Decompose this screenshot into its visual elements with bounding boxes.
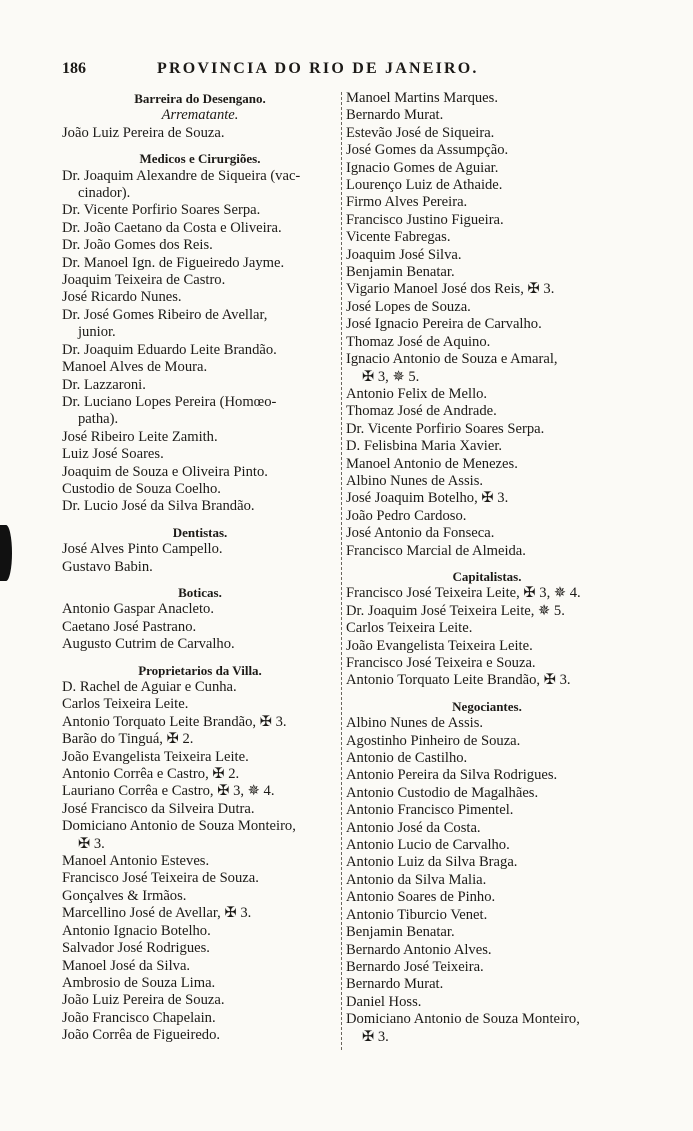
directory-entry: Francisco José Teixeira Leite, ✠ 3, ✵ 4.	[346, 585, 581, 602]
directory-entry: Bernardo Murat.	[346, 976, 444, 993]
directory-entry: Dr. Joaquim José Teixeira Leite, ✵ 5.	[346, 602, 565, 619]
directory-entry: Antonio Tiburcio Venet.	[346, 906, 488, 923]
entry-continuation: ✠ 3.	[78, 835, 105, 852]
directory-entry: José Ribeiro Leite Zamith.	[62, 428, 218, 445]
entry-text: Domiciano Antonio de Souza Monteiro,	[62, 818, 296, 835]
directory-entry: Antonio Pereira da Silva Rodrigues.	[346, 767, 558, 784]
directory-entry: Bernardo Murat.	[346, 107, 444, 124]
directory-entry	[62, 394, 338, 429]
directory-entry: Ambrosio de Souza Lima.	[62, 974, 216, 991]
directory-entry: Dr. Lazzaroni.	[62, 376, 146, 393]
directory-entry: Antonio Francisco Pimentel.	[346, 802, 514, 819]
entry-continuation: ✠ 3.	[362, 1028, 389, 1045]
directory-entry: Dr. Joaquim Eduardo Leite Brandão.	[62, 341, 277, 358]
directory-entry: Daniel Hoss.	[346, 993, 422, 1010]
directory-entry: Joaquim Teixeira de Castro.	[62, 272, 226, 289]
directory-entry: Antonio Torquato Leite Brandão, ✠ 3.	[346, 672, 571, 689]
directory-entry	[62, 168, 338, 203]
left-column	[62, 90, 338, 1045]
directory-entry: Albino Nunes de Assis.	[346, 472, 484, 489]
directory-entry: Antonio de Castilho.	[346, 750, 468, 767]
section-subheading: Arrematante.	[161, 107, 239, 124]
directory-entry: Estevão José de Siqueira.	[346, 124, 495, 141]
directory-entry: Marcellino José de Avellar, ✠ 3.	[62, 905, 252, 922]
directory-entry: Manoel Alves de Moura.	[62, 359, 208, 376]
column-divider	[341, 92, 342, 1050]
directory-entry: Bernardo Antonio Alves.	[346, 941, 492, 958]
entry-text: Domiciano Antonio de Souza Monteiro,	[346, 1011, 580, 1028]
directory-entry: Benjamin Benatar.	[346, 924, 455, 941]
directory-entry: Vigario Manoel José dos Reis, ✠ 3.	[346, 281, 555, 298]
directory-entry: João Corrêa de Figueiredo.	[62, 1027, 221, 1044]
directory-entry: Firmo Alves Pereira.	[346, 194, 468, 211]
directory-entry: José Ignacio Pereira de Carvalho.	[346, 316, 542, 333]
directory-entry: Antonio Felix de Mello.	[346, 385, 488, 402]
directory-entry: Bernardo José Teixeira.	[346, 958, 484, 975]
directory-entry: Carlos Teixeira Leite.	[346, 620, 473, 637]
directory-entry: Antonio Ignacio Botelho.	[62, 922, 211, 939]
section-heading-proprietarios-da-villa: Proprietarios da Villa.	[138, 662, 262, 678]
directory-entry: Manoel Martins Marques.	[346, 90, 498, 106]
directory-entry: Antonio José da Costa.	[346, 819, 481, 836]
section-heading-dentistas: Dentistas.	[172, 524, 228, 540]
directory-entry: José Ricardo Nunes.	[62, 289, 182, 306]
page-header	[62, 60, 662, 80]
directory-entry: Manoel Antonio de Menezes.	[346, 455, 518, 472]
directory-entry: João Evangelista Teixeira Leite.	[346, 637, 533, 654]
directory-entry: João Francisco Chapelain.	[62, 1009, 216, 1026]
entry-text: Dr. Joaquim Alexandre de Siqueira (vac-	[62, 167, 301, 184]
directory-entry: Thomaz José de Aquino.	[346, 333, 491, 350]
directory-entry: Antonio Gaspar Anacleto.	[62, 601, 214, 618]
directory-entry: Joaquim José Silva.	[346, 246, 462, 263]
directory-entry: Antonio Luiz da Silva Braga.	[346, 854, 518, 871]
directory-entry: João Luiz Pereira de Souza.	[62, 992, 225, 1009]
entry-text: Ignacio Antonio de Souza e Amaral,	[346, 351, 558, 368]
ink-blot-mark	[0, 525, 12, 581]
entry-continuation: cinador).	[78, 185, 131, 202]
directory-entry: Lauriano Corrêa e Castro, ✠ 3, ✵ 4.	[62, 783, 275, 800]
directory-entry: D. Felisbina Maria Xavier.	[346, 438, 503, 455]
entry-text: Dr. José Gomes Ribeiro de Avellar,	[62, 306, 268, 323]
directory-entry: José Joaquim Botelho, ✠ 3.	[346, 490, 509, 507]
section-heading-negociantes: Negociantes.	[452, 698, 522, 714]
directory-entry: João Pedro Cardoso.	[346, 507, 467, 524]
directory-entry: João Luiz Pereira de Souza.	[62, 124, 225, 141]
directory-entry: Custodio de Souza Coelho.	[62, 480, 221, 497]
directory-entry: José Alves Pinto Campello.	[62, 541, 223, 558]
directory-entry: Salvador José Rodrigues.	[62, 940, 210, 957]
directory-entry: Albino Nunes de Assis.	[346, 715, 484, 732]
directory-entry: Lourenço Luiz de Athaide.	[346, 177, 503, 194]
directory-entry	[62, 307, 338, 342]
directory-entry: Thomaz José de Andrade.	[346, 403, 497, 420]
directory-entry: Agostinho Pinheiro de Souza.	[346, 732, 521, 749]
directory-entry: Antonio da Silva Malia.	[346, 871, 487, 888]
directory-entry: Carlos Teixeira Leite.	[62, 696, 189, 713]
directory-entry: Francisco José Teixeira de Souza.	[62, 870, 259, 887]
directory-entry: Gustavo Babin.	[62, 558, 153, 575]
directory-entry: José Antonio da Fonseca.	[346, 525, 495, 542]
entry-text: Dr. Luciano Lopes Pereira (Homœo-	[62, 393, 277, 410]
page-title: PROVINCIA DO RIO DE JANEIRO.	[157, 60, 479, 77]
section-heading-medicos-e-cirurgioes: Medicos e Cirurgiões.	[139, 151, 261, 167]
directory-entry: José Lopes de Souza.	[346, 298, 471, 315]
entry-continuation: patha).	[78, 411, 119, 428]
directory-entry: Luiz José Soares.	[62, 446, 164, 463]
directory-entry: Caetano José Pastrano.	[62, 618, 197, 635]
directory-entry: Joaquim de Souza e Oliveira Pinto.	[62, 463, 268, 480]
directory-entry: Dr. Lucio José da Silva Brandão.	[62, 498, 255, 515]
directory-entry: Antonio Corrêa e Castro, ✠ 2.	[62, 766, 240, 783]
directory-entry: D. Rachel de Aguiar e Cunha.	[62, 679, 237, 695]
directory-entry: Manoel José da Silva.	[62, 957, 191, 974]
entry-continuation: ✠ 3, ✵ 5.	[362, 368, 420, 385]
directory-entry: Augusto Cutrim de Carvalho.	[62, 636, 235, 653]
section-heading-boticas: Boticas.	[178, 584, 222, 600]
directory-entry: José Gomes da Assumpção.	[346, 142, 509, 159]
directory-entry: Vicente Fabregas.	[346, 229, 451, 246]
directory-entry: Antonio Torquato Leite Brandão, ✠ 3.	[62, 713, 287, 730]
directory-entry: Dr. Vicente Porfirio Soares Serpa.	[346, 420, 545, 437]
directory-entry: Gonçalves & Irmãos.	[62, 887, 187, 904]
directory-entry: Dr. João Gomes dos Reis.	[62, 237, 213, 254]
directory-entry: Antonio Lucio de Carvalho.	[346, 837, 510, 854]
directory-entry: Dr. Manoel Ign. de Figueiredo Jayme.	[62, 254, 285, 271]
directory-entry: Manoel Antonio Esteves.	[62, 853, 210, 870]
entry-continuation: junior.	[78, 324, 116, 341]
directory-entry: Antonio Custodio de Magalhães.	[346, 784, 539, 801]
directory-entry: Ignacio Gomes de Aguiar.	[346, 159, 499, 176]
directory-entry: Barão do Tinguá, ✠ 2.	[62, 731, 194, 748]
page-number: 186	[62, 60, 86, 77]
directory-entry	[346, 351, 628, 386]
right-column	[346, 90, 628, 1046]
directory-entry: Francisco José Teixeira e Souza.	[346, 655, 536, 671]
directory-entry: Dr. Vicente Porfirio Soares Serpa.	[62, 202, 261, 219]
directory-entry	[62, 818, 338, 853]
directory-entry: José Francisco da Silveira Dutra.	[62, 800, 255, 817]
section-heading-barreira-do-desengano: Barreira do Desengano.	[134, 91, 266, 106]
directory-entry: Benjamin Benatar.	[346, 264, 455, 281]
section-heading-capitalistas: Capitalistas.	[452, 568, 522, 584]
directory-entry: Francisco Marcial de Almeida.	[346, 542, 526, 559]
directory-entry: João Evangelista Teixeira Leite.	[62, 748, 249, 765]
directory-entry	[346, 1011, 628, 1046]
directory-entry: Antonio Soares de Pinho.	[346, 889, 496, 906]
directory-entry: Dr. João Caetano da Costa e Oliveira.	[62, 219, 282, 236]
directory-entry: Francisco Justino Figueira.	[346, 211, 504, 228]
